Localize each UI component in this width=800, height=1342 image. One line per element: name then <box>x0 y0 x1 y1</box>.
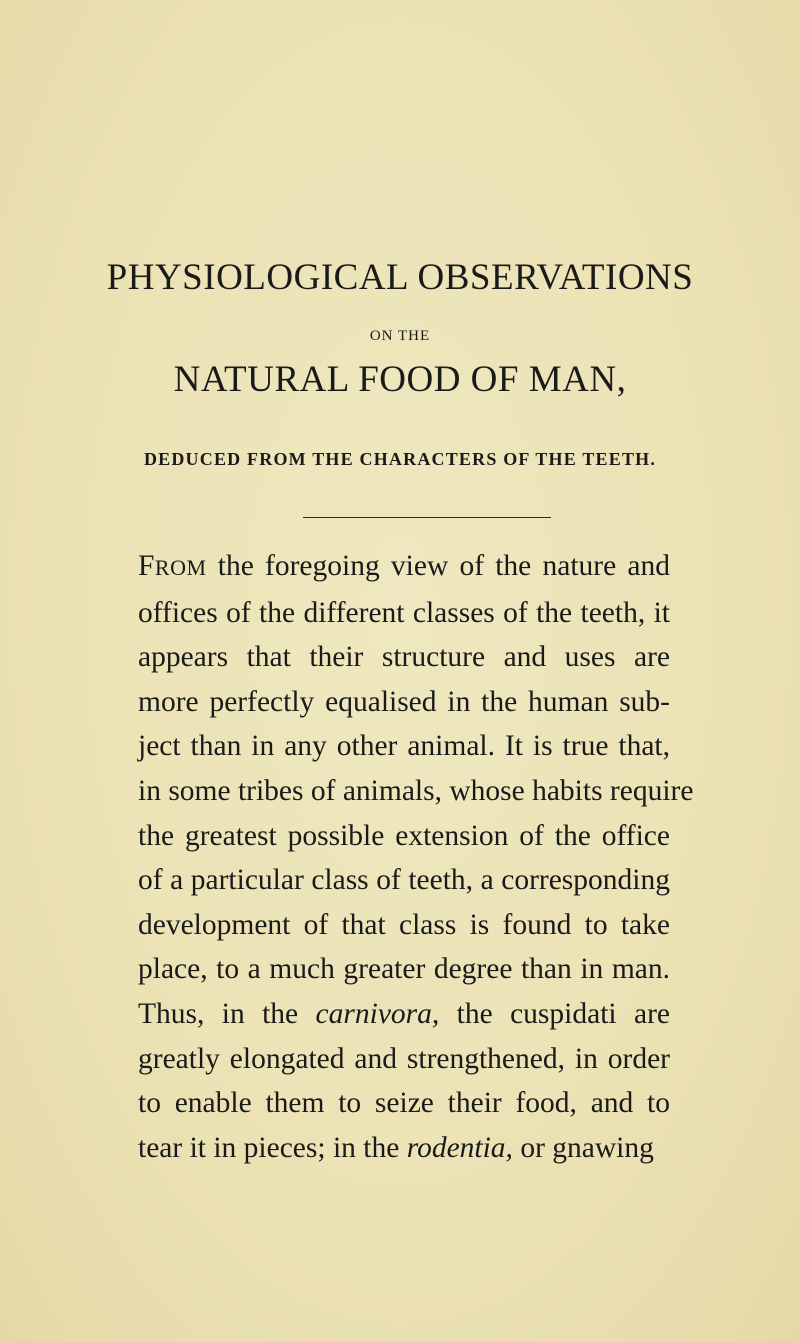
body-line-10: place, to a much greater degree than in man. <box>138 953 670 986</box>
body-line-13: to enable them to seize their food, and to <box>138 1087 670 1120</box>
line-text: the cuspidati are <box>439 997 670 1030</box>
body-line-3: appears that their structure and uses are <box>138 641 670 674</box>
body-line-2: offices of the different classes of the teeth, it <box>138 596 670 629</box>
line-text: tear it in pieces; in the <box>138 1131 407 1164</box>
italic-term: carnivora, <box>315 997 440 1030</box>
body-line-5: ject than in any other animal. It is true that, <box>138 730 670 763</box>
page-title: PHYSIOLOGICAL OBSERVATIONS <box>106 257 694 298</box>
small-caps: ROM <box>154 555 207 580</box>
body-line-6: in some tribes of animals, whose habits require <box>138 774 694 807</box>
body-line-1 <box>138 544 670 591</box>
drop-initial: F <box>138 550 155 582</box>
subtitle-deduced: DEDUCED FROM THE CHARACTERS OF THE TEETH. <box>143 449 657 469</box>
body-line-8: of a particular class of teeth, a corresponding <box>138 864 670 897</box>
body-line-9: development of that class is found to take <box>138 908 670 941</box>
body-line-11 <box>138 992 670 1037</box>
line-text: the foregoing view of the nature and <box>206 550 670 582</box>
body-line-14 <box>138 1126 670 1171</box>
body-line-7: the greatest possible extension of the office <box>138 819 670 852</box>
body-paragraph <box>138 544 694 1170</box>
body-line-4: more perfectly equalised in the human sub- <box>138 685 670 718</box>
page-subtitle: NATURAL FOOD OF MAN, <box>173 359 627 400</box>
italic-term: rodentia, <box>406 1131 513 1164</box>
section-divider <box>303 517 551 518</box>
drop-word <box>138 550 207 582</box>
line-text: or gnawing <box>512 1131 654 1164</box>
line-text: Thus, in the <box>138 997 316 1030</box>
body-line-12: greatly elongated and strengthened, in order <box>138 1042 670 1075</box>
title-connector: ON THE <box>369 328 431 344</box>
